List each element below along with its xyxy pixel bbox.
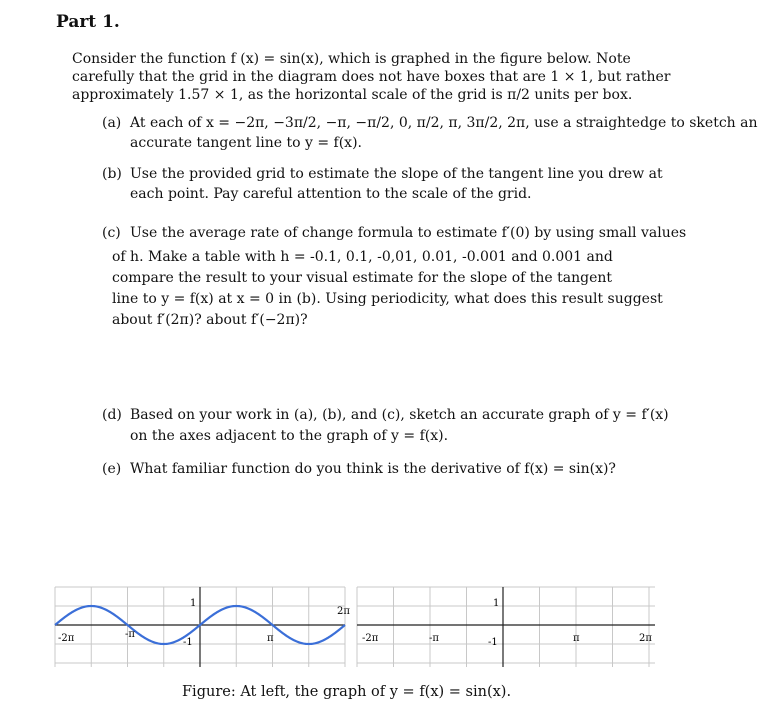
item-d-line-2: on the axes adjacent to the graph of y = f(x). xyxy=(130,428,449,444)
right-tick-label-neg-pi: -π xyxy=(429,633,439,644)
item-c-line-5: about f′(2π)? about f′(−2π)? xyxy=(112,312,308,328)
intro-line-3: approximately 1.57 × 1, as the horizontal scale of the grid is π/2 units per box. xyxy=(72,87,633,103)
right-tick-label-y-1: 1 xyxy=(493,598,500,609)
left-tick-label-neg-pi: -π xyxy=(125,629,135,640)
item-d-line-1: Based on your work in (a), (b), and (c), sketch an accurate graph of y = f′(x) xyxy=(130,407,669,423)
item-b-line-1: Use the provided grid to estimate the slope of the tangent line you drew at xyxy=(130,166,663,182)
right-tick-label-2pi: 2π xyxy=(639,633,652,644)
item-d-label: (d) xyxy=(102,407,122,423)
figure-caption: Figure: At left, the graph of y = f(x) = sin(x). xyxy=(182,684,512,700)
left-tick-label-neg-2pi: -2π xyxy=(58,633,75,644)
item-a-line-2: accurate tangent line to y = f(x). xyxy=(130,135,362,151)
item-c-line-1: Use the average rate of change formula to estimate f′(0) by using small values xyxy=(130,225,687,241)
item-c-line-2: of h. Make a table with h = -0.1, 0.1, -0,01, 0.01, -0.001 and 0.001 and xyxy=(112,249,613,265)
intro-line-2: carefully that the grid in the diagram does not have boxes that are 1 × 1, but rather xyxy=(72,69,671,85)
item-b-line-2: each point. Pay careful attention to the scale of the grid. xyxy=(130,186,532,202)
item-c-line-3: compare the result to your visual estimate for the slope of the tangent xyxy=(112,270,613,286)
left-tick-label-y-neg1: -1 xyxy=(183,637,193,648)
left-tick-label-pi: π xyxy=(267,633,274,644)
item-b-label: (b) xyxy=(102,166,122,182)
item-e-label: (e) xyxy=(102,461,122,477)
item-c-label: (c) xyxy=(102,225,121,241)
right-tick-label-neg-2pi: -2π xyxy=(362,633,379,644)
item-a-label: (a) xyxy=(102,115,122,131)
derivative-blank-graph xyxy=(357,587,655,667)
item-a-line-1: At each of x = −2π, −3π/2, −π, −π/2, 0, π/2, π, 3π/2, 2π, use a straightedge to sketch an xyxy=(130,115,758,131)
right-grid xyxy=(357,587,655,667)
left-tick-label-2pi: 2π xyxy=(337,606,350,617)
item-c-line-4: line to y = f(x) at x = 0 in (b). Using periodicity, what does this result suggest xyxy=(112,291,663,307)
item-e-line-1: What familiar function do you think is the derivative of f(x) = sin(x)? xyxy=(130,461,616,477)
intro-line-1: Consider the function f (x) = sin(x), which is graphed in the figure below. Note xyxy=(72,51,631,67)
left-tick-label-y-1: 1 xyxy=(190,598,197,609)
sine-graph xyxy=(55,587,350,667)
right-tick-label-pi: π xyxy=(573,633,580,644)
part-title: Part 1. xyxy=(56,12,120,32)
right-tick-label-y-neg1: -1 xyxy=(488,637,498,648)
